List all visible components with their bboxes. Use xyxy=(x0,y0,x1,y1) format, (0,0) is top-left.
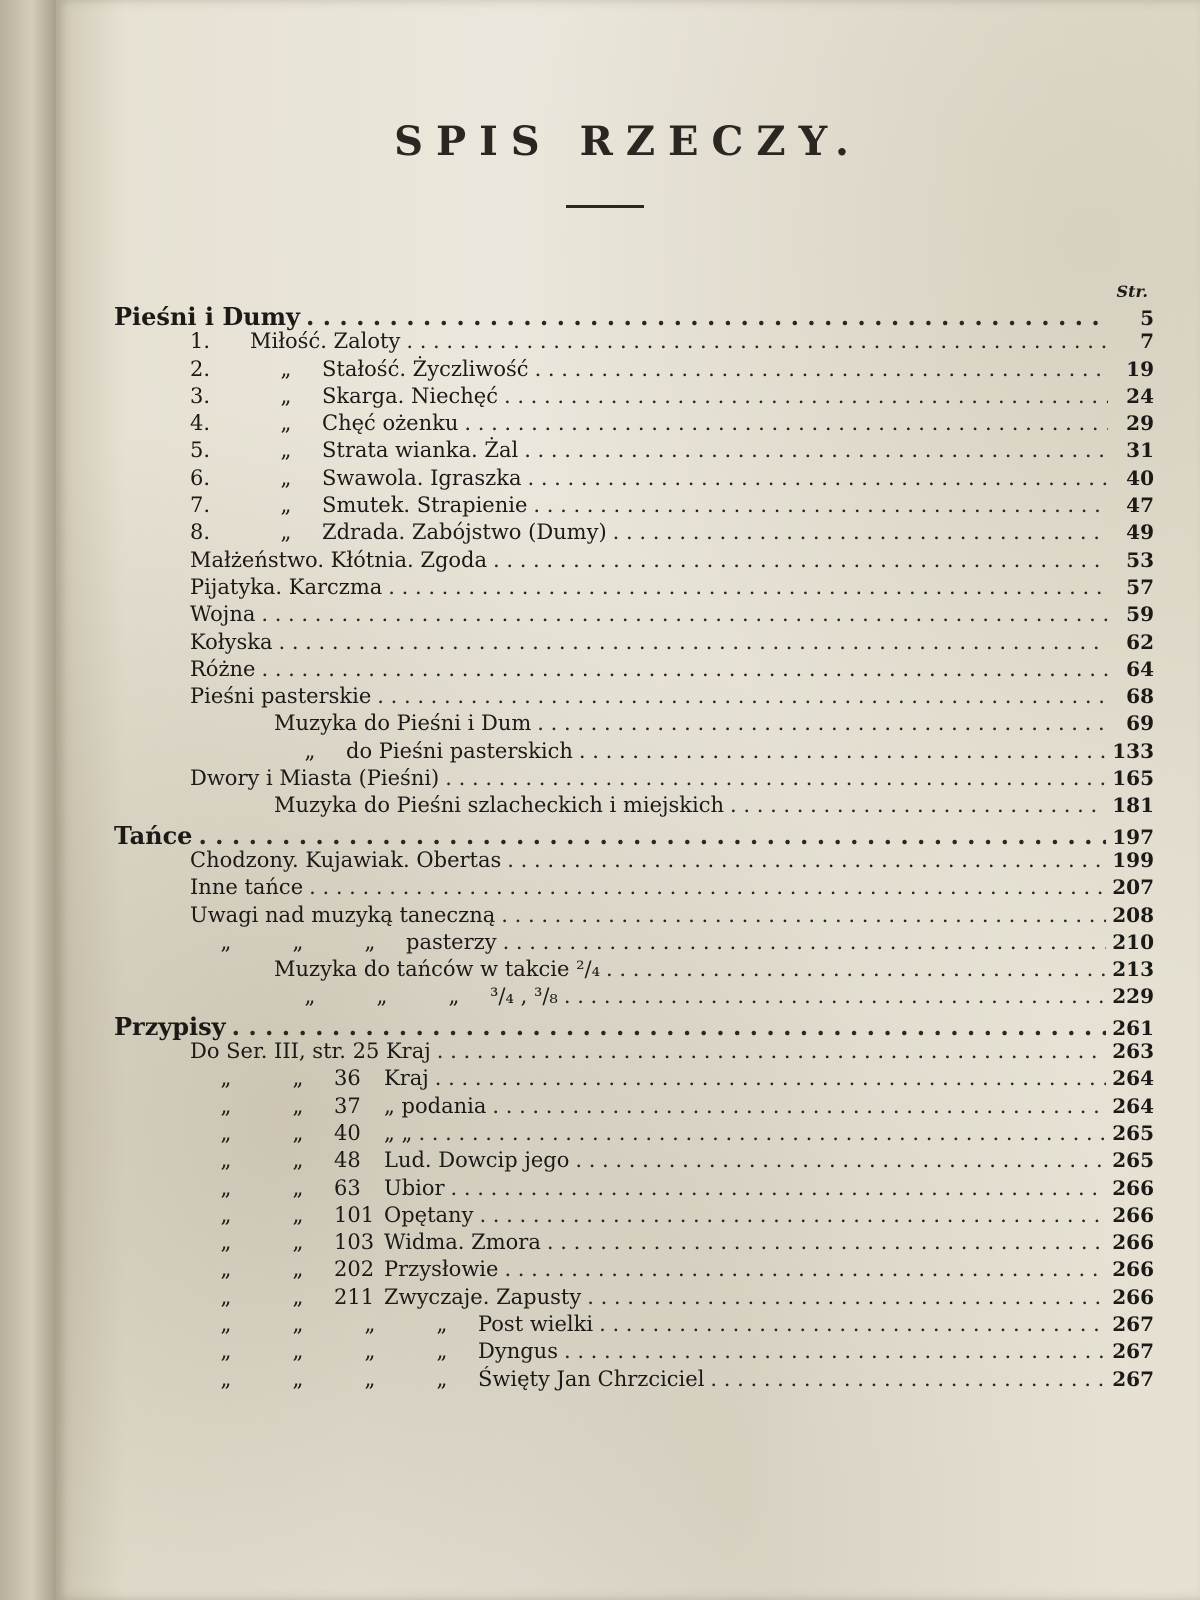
ditto-mark: „ xyxy=(280,356,292,381)
dot-leader xyxy=(564,984,1106,1008)
ditto-mark: „ xyxy=(220,1257,232,1282)
ditto-mark: „ xyxy=(292,1175,304,1200)
entry-label: Święty Jan Chrzciciel xyxy=(478,1366,705,1391)
entry-text xyxy=(114,1012,226,1041)
entry-page-number: 266 xyxy=(1112,1257,1154,1282)
toc-entry xyxy=(114,630,1154,657)
ditto-mark: „ xyxy=(436,1339,448,1364)
ditto-mark: „ xyxy=(376,984,388,1009)
dot-leader xyxy=(504,1257,1106,1281)
entry-label: Muzyka do tańców w takcie ²/₄ xyxy=(274,957,601,982)
entry-label: Pieśni pasterskie xyxy=(190,684,372,709)
toc-entry xyxy=(114,438,1154,465)
dot-leader xyxy=(437,1039,1107,1063)
entry-page-number: 265 xyxy=(1112,1148,1154,1173)
entry-page-number: 213 xyxy=(1112,957,1154,982)
entry-label: Kołyska xyxy=(190,629,273,654)
entry-page-number: 266 xyxy=(1112,1230,1154,1255)
entry-page-number: 207 xyxy=(1112,875,1154,900)
entry-label: Do Ser. III, str. 25 Kraj xyxy=(190,1039,431,1064)
entry-text xyxy=(190,903,495,927)
dot-leader xyxy=(451,1176,1107,1200)
dot-leader xyxy=(306,302,1108,331)
entry-label: Muzyka do Pieśni szlacheckich i miejskich xyxy=(274,793,725,818)
entry-label: Dyngus xyxy=(478,1339,558,1364)
dot-leader xyxy=(527,466,1108,490)
entry-page-number: 197 xyxy=(1112,824,1154,849)
dot-leader xyxy=(579,739,1106,763)
toc-entry xyxy=(114,520,1154,547)
entry-page-number: 165 xyxy=(1112,766,1154,791)
entry-text xyxy=(190,1367,704,1391)
entry-number: 7. xyxy=(190,493,211,518)
entry-page-number: 263 xyxy=(1112,1039,1154,1064)
entry-label: Zdrada. Zabójstwo (Dumy) xyxy=(322,520,607,545)
entry-text xyxy=(190,357,529,381)
ditto-mark: „ xyxy=(292,1202,304,1227)
ditto-mark: „ xyxy=(364,1339,376,1364)
entry-label: ³/₄ , ³/₈ xyxy=(490,984,558,1009)
toc-entry xyxy=(114,1285,1154,1312)
entry-page-number: 264 xyxy=(1112,1066,1154,1091)
toc-section xyxy=(114,821,1154,848)
dot-leader xyxy=(406,329,1108,353)
entry-label: Post wielki xyxy=(478,1311,594,1336)
dot-leader xyxy=(547,1230,1106,1254)
entry-number: 2. xyxy=(190,356,211,381)
entry-text xyxy=(190,1121,412,1145)
ditto-mark: „ xyxy=(220,1230,232,1255)
ditto-mark: „ xyxy=(364,1311,376,1336)
entry-label: pasterzy xyxy=(406,929,497,954)
dot-leader xyxy=(418,1121,1106,1145)
title-rule xyxy=(566,205,644,208)
toc-entry xyxy=(114,1176,1154,1203)
toc-entry xyxy=(114,848,1154,875)
entry-page-number: 266 xyxy=(1112,1284,1154,1309)
entry-label: „ podania xyxy=(384,1093,487,1118)
entry-page-number: 68 xyxy=(1126,684,1154,709)
entry-label: Chęć ożenku xyxy=(322,411,459,436)
ditto-mark: „ xyxy=(292,1120,304,1145)
toc-entry xyxy=(114,466,1154,493)
dot-leader xyxy=(278,630,1108,654)
ditto-mark: „ xyxy=(280,465,292,490)
ditto-mark: „ xyxy=(220,929,232,954)
ditto-mark: „ xyxy=(292,1066,304,1091)
entry-page-number: 5 xyxy=(1140,306,1154,330)
toc-entry xyxy=(114,684,1154,711)
ditto-mark: „ xyxy=(280,520,292,545)
entry-text xyxy=(190,766,439,790)
entry-text xyxy=(190,1312,593,1336)
dot-leader xyxy=(507,848,1106,872)
dot-leader xyxy=(261,657,1108,681)
entry-page-number: 266 xyxy=(1112,1175,1154,1200)
entry-label: do Pieśni pasterskich xyxy=(346,738,573,763)
dot-leader xyxy=(613,520,1108,544)
ditto-mark: „ xyxy=(292,929,304,954)
entry-text xyxy=(190,1176,445,1200)
entry-text xyxy=(114,821,192,850)
toc-entry xyxy=(114,1339,1154,1366)
entry-page-number: 64 xyxy=(1126,656,1154,681)
ditto-mark: „ xyxy=(304,984,316,1009)
entry-page-number: 29 xyxy=(1126,411,1154,436)
dot-leader xyxy=(377,684,1108,708)
entry-page-number: 210 xyxy=(1112,929,1154,954)
dot-leader xyxy=(479,1203,1106,1227)
dot-leader xyxy=(309,875,1106,899)
ditto-mark: „ xyxy=(220,1175,232,1200)
entry-text xyxy=(190,684,371,708)
entry-label: „ „ xyxy=(384,1120,413,1145)
toc-entry xyxy=(114,575,1154,602)
ref-page: 101 xyxy=(334,1202,375,1227)
toc-entry xyxy=(114,329,1154,356)
entry-page-number: 57 xyxy=(1126,574,1154,599)
ditto-mark: „ xyxy=(280,493,292,518)
dot-leader xyxy=(535,357,1108,381)
toc-entry xyxy=(114,384,1154,411)
entry-text xyxy=(190,875,303,899)
entry-page-number: 24 xyxy=(1126,383,1154,408)
entry-page-number: 266 xyxy=(1112,1202,1154,1227)
entry-number: 3. xyxy=(190,383,211,408)
dot-leader xyxy=(232,1012,1107,1041)
entry-text xyxy=(190,1203,473,1227)
entry-label: Strata wianka. Żal xyxy=(322,438,519,463)
entry-label: Wojna xyxy=(190,602,256,627)
ditto-mark: „ xyxy=(220,1120,232,1145)
toc-entry xyxy=(114,903,1154,930)
ref-page: 63 xyxy=(334,1175,361,1200)
entry-label: Inne tańce xyxy=(190,875,304,900)
toc-entry xyxy=(114,766,1154,793)
table-of-contents xyxy=(114,282,1154,1394)
toc-entry xyxy=(114,711,1154,738)
entry-text xyxy=(190,1148,569,1172)
dot-leader xyxy=(606,957,1106,981)
entry-page-number: 199 xyxy=(1112,847,1154,872)
entry-page-number: 59 xyxy=(1126,602,1154,627)
entry-text xyxy=(190,520,607,544)
entry-label: Chodzony. Kujawiak. Obertas xyxy=(190,847,502,872)
toc-entry xyxy=(114,357,1154,384)
entry-text xyxy=(190,466,521,490)
entry-text xyxy=(190,1285,581,1309)
ditto-mark: „ xyxy=(364,929,376,954)
toc-entry xyxy=(114,1367,1154,1394)
toc-entry xyxy=(114,930,1154,957)
ditto-mark: „ xyxy=(280,411,292,436)
dot-leader xyxy=(564,1339,1106,1363)
entry-text xyxy=(190,848,501,872)
ditto-mark: „ xyxy=(292,1311,304,1336)
ditto-mark: „ xyxy=(220,1339,232,1364)
toc-entry xyxy=(114,984,1154,1011)
entry-page-number: 267 xyxy=(1112,1339,1154,1364)
entry-text xyxy=(274,711,531,735)
ref-page: 37 xyxy=(334,1093,361,1118)
ditto-mark: „ xyxy=(292,1284,304,1309)
entry-text xyxy=(190,493,527,517)
toc-entry xyxy=(114,875,1154,902)
entry-label: Zwyczaje. Zapusty xyxy=(384,1284,582,1309)
entry-label: Pieśni i Dumy xyxy=(114,302,300,331)
entry-text xyxy=(190,930,497,954)
dot-leader xyxy=(388,575,1108,599)
entry-text xyxy=(190,438,518,462)
toc-entry xyxy=(114,739,1154,766)
entry-label: Tańce xyxy=(114,820,193,850)
entry-page-number: 261 xyxy=(1112,1015,1154,1040)
dot-leader xyxy=(445,766,1106,790)
dot-leader xyxy=(492,1094,1106,1118)
entry-text xyxy=(274,957,600,981)
entry-text xyxy=(190,630,272,654)
entry-text xyxy=(190,1039,431,1063)
entry-page-number: 229 xyxy=(1112,984,1154,1009)
entry-label: Muzyka do Pieśni i Dum xyxy=(274,711,532,736)
ditto-mark: „ xyxy=(448,984,460,1009)
entry-number: 1. xyxy=(190,329,211,354)
entry-text xyxy=(190,602,255,626)
ditto-mark: „ xyxy=(292,1257,304,1282)
entry-label: Ubior xyxy=(384,1175,445,1200)
entry-page-number: 265 xyxy=(1112,1120,1154,1145)
ditto-mark: „ xyxy=(220,1202,232,1227)
ditto-mark: „ xyxy=(436,1366,448,1391)
entry-label: Kraj xyxy=(384,1066,429,1091)
ditto-mark: „ xyxy=(220,1366,232,1391)
entry-number: 6. xyxy=(190,465,211,490)
entry-label: Małżeństwo. Kłótnia. Zgoda xyxy=(190,547,487,572)
entry-text xyxy=(190,1066,429,1090)
toc-entry xyxy=(114,1094,1154,1121)
ditto-mark: „ xyxy=(364,1366,376,1391)
entry-label: Miłość. Zaloty xyxy=(250,329,401,354)
entry-page-number: 7 xyxy=(1140,329,1154,354)
toc-rows xyxy=(114,302,1154,1394)
entry-page-number: 181 xyxy=(1112,793,1154,818)
entry-text xyxy=(114,302,300,331)
entry-text xyxy=(274,984,558,1008)
toc-entry xyxy=(114,1039,1154,1066)
ref-page: 202 xyxy=(334,1257,375,1282)
toc-section xyxy=(114,302,1154,329)
entry-label: Widma. Zmora xyxy=(384,1230,541,1255)
entry-text xyxy=(190,384,498,408)
entry-label: Przypisy xyxy=(114,1011,226,1041)
dot-leader xyxy=(198,821,1106,850)
entry-page-number: 133 xyxy=(1112,738,1154,763)
entry-label: Stałość. Życzliwość xyxy=(322,356,529,381)
entry-text xyxy=(190,657,255,681)
dot-leader xyxy=(261,602,1108,626)
ref-page: 103 xyxy=(334,1230,375,1255)
entry-page-number: 53 xyxy=(1126,547,1154,572)
entry-text xyxy=(190,1230,541,1254)
entry-page-number: 49 xyxy=(1126,520,1154,545)
dot-leader xyxy=(503,930,1107,954)
toc-entry xyxy=(114,1312,1154,1339)
dot-leader xyxy=(537,711,1108,735)
ref-page: 36 xyxy=(334,1066,361,1091)
book-page xyxy=(56,0,1200,1600)
entry-label: Lud. Dowcip jego xyxy=(384,1148,570,1173)
dot-leader xyxy=(533,493,1108,517)
entry-page-number: 208 xyxy=(1112,902,1154,927)
entry-label: Smutek. Strapienie xyxy=(322,493,528,518)
toc-entry xyxy=(114,957,1154,984)
ref-page: 48 xyxy=(334,1148,361,1173)
toc-entry xyxy=(114,1203,1154,1230)
entry-number: 4. xyxy=(190,411,211,436)
toc-entry xyxy=(114,602,1154,629)
entry-label: Skarga. Niechęć xyxy=(322,383,498,408)
entry-label: Różne xyxy=(190,656,256,681)
entry-page-number: 19 xyxy=(1126,356,1154,381)
ditto-mark: „ xyxy=(220,1148,232,1173)
dot-leader xyxy=(464,411,1108,435)
ditto-mark: „ xyxy=(220,1066,232,1091)
ditto-mark: „ xyxy=(220,1093,232,1118)
toc-entry xyxy=(114,793,1154,820)
toc-section xyxy=(114,1012,1154,1039)
ditto-mark: „ xyxy=(436,1311,448,1336)
entry-label: Uwagi nad muzyką taneczną xyxy=(190,902,496,927)
toc-entry xyxy=(114,493,1154,520)
entry-number: 5. xyxy=(190,438,211,463)
toc-entry xyxy=(114,1066,1154,1093)
dot-leader xyxy=(599,1312,1106,1336)
entry-page-number: 264 xyxy=(1112,1093,1154,1118)
ditto-mark: „ xyxy=(292,1093,304,1118)
ditto-mark: „ xyxy=(304,738,316,763)
entry-page-number: 62 xyxy=(1126,629,1154,654)
entry-label: Pijatyka. Karczma xyxy=(190,574,383,599)
dot-leader xyxy=(730,793,1106,817)
ref-page: 40 xyxy=(334,1120,361,1145)
entry-page-number: 31 xyxy=(1126,438,1154,463)
ditto-mark: „ xyxy=(292,1366,304,1391)
entry-text xyxy=(190,1094,486,1118)
entry-text xyxy=(190,411,458,435)
entry-page-number: 267 xyxy=(1112,1311,1154,1336)
toc-entry xyxy=(114,548,1154,575)
toc-entry xyxy=(114,1148,1154,1175)
entry-text xyxy=(190,329,400,353)
entry-label: Opętany xyxy=(384,1202,474,1227)
entry-label: Przysłowie xyxy=(384,1257,499,1282)
dot-leader xyxy=(493,548,1108,572)
toc-entry xyxy=(114,411,1154,438)
entry-number: 8. xyxy=(190,520,211,545)
ref-page: 211 xyxy=(334,1284,375,1309)
dot-leader xyxy=(524,438,1108,462)
entry-text xyxy=(190,548,487,572)
toc-entry xyxy=(114,657,1154,684)
entry-label: Dwory i Miasta (Pieśni) xyxy=(190,766,440,791)
ditto-mark: „ xyxy=(292,1148,304,1173)
entry-text xyxy=(274,739,573,763)
entry-text xyxy=(190,1257,498,1281)
dot-leader xyxy=(710,1367,1106,1391)
ditto-mark: „ xyxy=(220,1284,232,1309)
dot-leader xyxy=(501,903,1106,927)
dot-leader xyxy=(504,384,1108,408)
dot-leader xyxy=(435,1066,1106,1090)
entry-text xyxy=(274,793,724,817)
ditto-mark: „ xyxy=(292,1230,304,1255)
entry-text xyxy=(190,1339,558,1363)
entry-text xyxy=(190,575,382,599)
ditto-mark: „ xyxy=(220,1311,232,1336)
dot-leader xyxy=(575,1148,1106,1172)
toc-entry xyxy=(114,1230,1154,1257)
toc-entry xyxy=(114,1257,1154,1284)
ditto-mark: „ xyxy=(280,438,292,463)
ditto-mark: „ xyxy=(292,1339,304,1364)
page-column-label: Str. xyxy=(1116,282,1148,301)
dot-leader xyxy=(587,1285,1106,1309)
entry-page-number: 267 xyxy=(1112,1366,1154,1391)
entry-label: Swawola. Igraszka xyxy=(322,465,522,490)
entry-page-number: 69 xyxy=(1126,711,1154,736)
entry-page-number: 47 xyxy=(1126,493,1154,518)
page-title: SPIS RZECZY. xyxy=(394,118,862,165)
toc-entry xyxy=(114,1121,1154,1148)
ditto-mark: „ xyxy=(280,383,292,408)
entry-page-number: 40 xyxy=(1126,465,1154,490)
